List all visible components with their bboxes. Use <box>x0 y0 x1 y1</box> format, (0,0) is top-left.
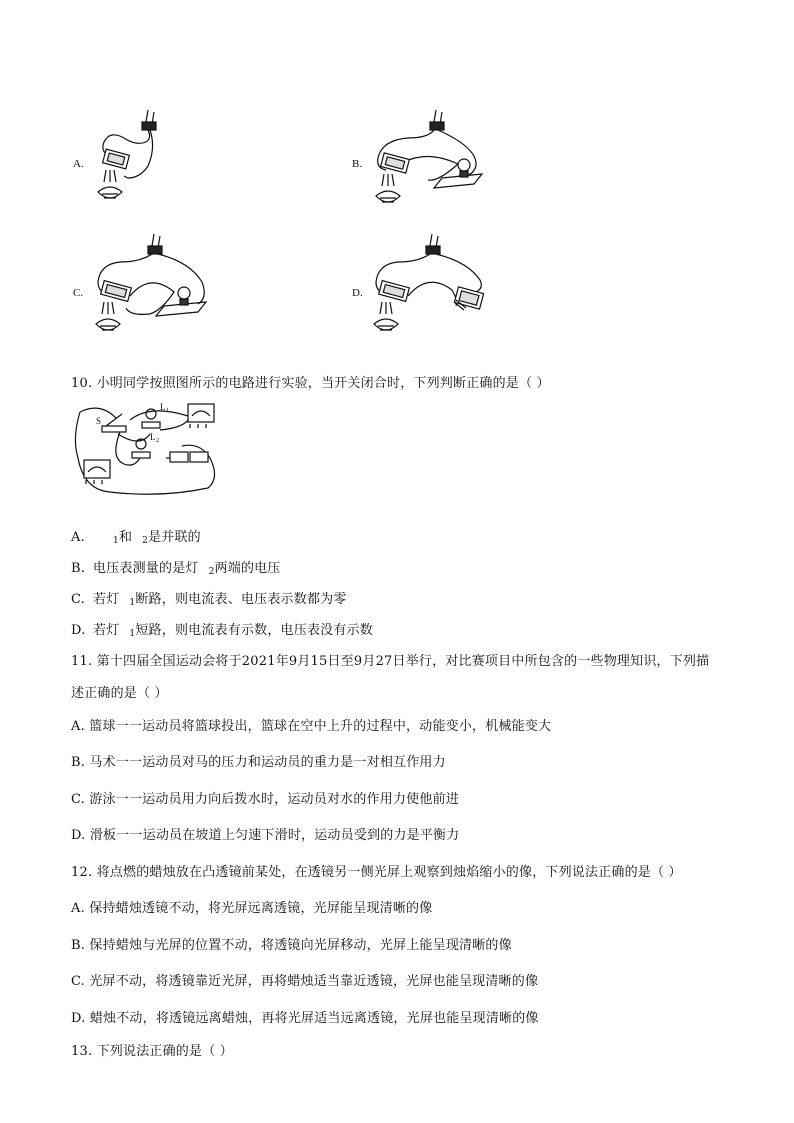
q10-option-a-sub2: 2 <box>142 536 149 546</box>
q12-option-d: D. 蜡烛不动，将透镜远离蜡烛，再将光屏适当远离透镜，光屏也能呈现清晰的像 <box>71 1011 539 1026</box>
q10-stem: 10. 小明同学按照图所示的电路进行实验，当开关闭合时，下列判断正确的是（ ） <box>71 376 550 391</box>
q10-option-a-mid: 和 <box>118 530 133 545</box>
q10-option-d-text1: 若灯 <box>93 623 120 638</box>
q10-figure-l2-sub: 2 <box>156 438 159 444</box>
q11-option-d: D. 滑板一一运动员在坡道上匀速下滑时，运动员受到的力是平衡力 <box>71 828 460 843</box>
q11-option-b: B. 马术一一运动员对马的压力和运动员的重力是一对相互作用力 <box>71 755 446 770</box>
q10-option-d-sub: 1 <box>129 629 136 639</box>
q10-option-c-text2: 断路，则电流表、电压表示数都为零 <box>135 592 347 607</box>
q9-option-a-figure <box>90 108 160 216</box>
q10-option-b-sub: 2 <box>208 567 215 577</box>
q10-circuit-figure <box>70 398 222 498</box>
q10-option-d-letter: D. <box>71 623 86 638</box>
q9-option-c-label: C. <box>73 287 84 299</box>
q10-option-b <box>71 557 281 577</box>
q11-stem-line2: 述正确的是（ ） <box>71 686 168 701</box>
q10-option-c <box>71 588 347 608</box>
q10-option-b-letter: B. <box>71 561 86 576</box>
q10-option-c-text1: 若灯 <box>93 592 120 607</box>
q10-option-a-text: 是并联的 <box>148 530 201 545</box>
q10-option-a-letter: A. <box>71 530 85 545</box>
q10-option-d-text2: 短路，则电流表有示数，电压表没有示数 <box>135 623 373 638</box>
q12-stem: 12. 将点燃的蜡烛放在凸透镜前某处，在透镜另一侧光屏上观察到烛焰缩小的像，下列说法正确的是（ ） <box>71 865 682 880</box>
q10-figure-l2-label: L <box>150 432 156 442</box>
q10-figure-switch-label: S <box>96 416 102 426</box>
q10-option-b-text2: 两端的电压 <box>214 561 281 576</box>
q10-option-a <box>71 526 201 546</box>
q10-option-d <box>71 619 373 639</box>
q11-option-a: A. 篮球一一运动员将篮球投出，篮球在空中上升的过程中，动能变小，机械能变大 <box>71 719 552 734</box>
q9-option-b-label: B. <box>352 158 363 170</box>
q9-option-d-label: D. <box>352 287 363 299</box>
q10-option-c-sub: 1 <box>129 598 136 608</box>
q11-stem-line1: 11. 第十四届全国运动会将于2021年9月15日至9月27日举行，对比赛项目中所包含的一些物理知识，下列描 <box>71 654 710 669</box>
q11-option-c: C. 游泳一一运动员用力向后拨水时，运动员对水的作用力使他前进 <box>71 792 459 807</box>
q13-stem: 13. 下列说法正确的是（ ） <box>71 1044 233 1059</box>
q9-option-b-figure <box>368 108 493 216</box>
q10-option-a-sub1: 1 <box>113 536 119 546</box>
q12-option-a: A. 保持蜡烛透镜不动，将光屏远离透镜，光屏能呈现清晰的像 <box>71 901 433 916</box>
q9-option-c-figure <box>90 232 220 344</box>
q12-option-b: B. 保持蜡烛与光屏的位置不动，将透镜向光屏移动，光屏上能呈现清晰的像 <box>71 938 512 953</box>
q10-figure-l1-sub: 1 <box>166 408 169 414</box>
q9-option-a-label: A. <box>73 158 84 170</box>
q10-option-c-letter: C. <box>71 592 86 607</box>
q10-option-b-text1: 电压表测量的是灯 <box>93 561 199 576</box>
q9-option-d-figure <box>368 232 493 344</box>
q12-option-c: C. 光屏不动，将透镜靠近光屏，再将蜡烛适当靠近透镜，光屏也能呈现清晰的像 <box>71 974 539 989</box>
q10-figure-l1-label: L <box>160 402 166 412</box>
